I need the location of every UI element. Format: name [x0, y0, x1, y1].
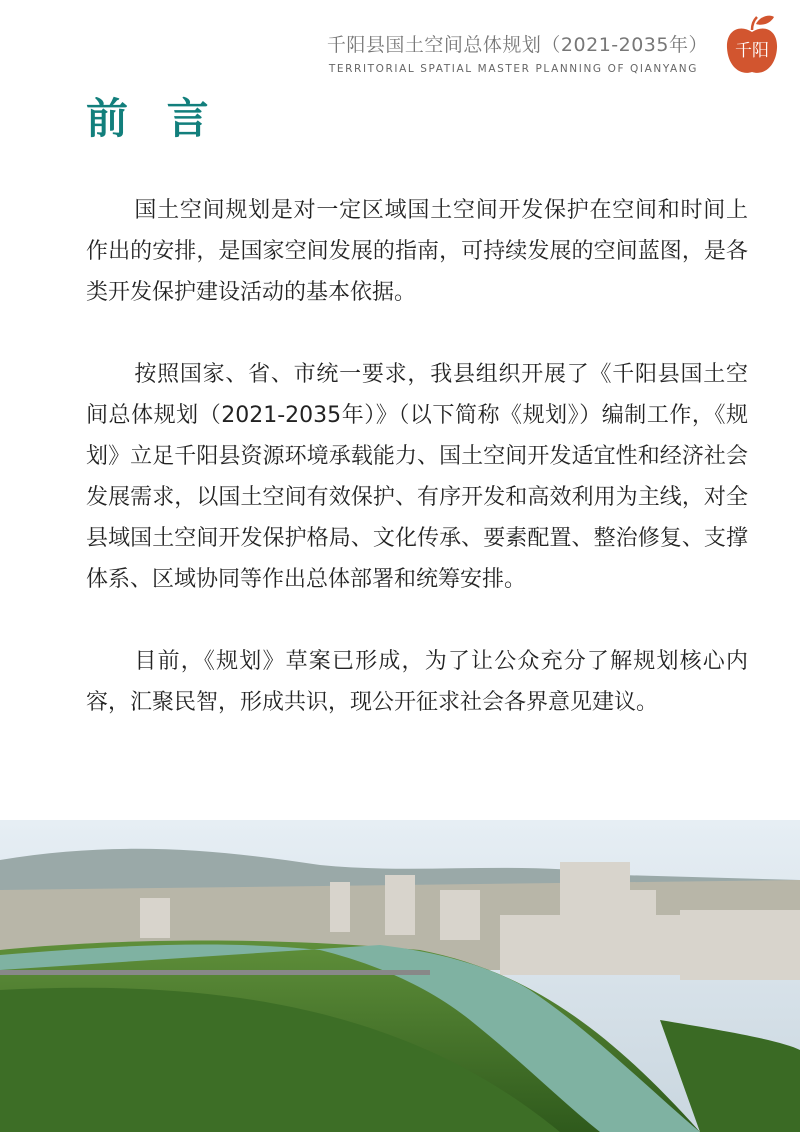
logo-text: 千阳	[735, 41, 769, 61]
paragraph: 按照国家、省、市统一要求，我县组织开展了《千阳县国土空间总体规划（2021-2035年）》（以下简称《规划》）编制工作，《规划》立足千阳县资源环境承载能力、国土空间开发适宜性和经济社会发展需求，以国土空间有效保护、有序开发和高效利用为主线，对全县域国土空间开发保护格局、文化传承、要素配置、整治修复、支撑体系、区域协同等作出总体部署和统筹安排。	[86, 362, 748, 592]
page-title: 前 言	[86, 94, 221, 143]
document-header-subtitle: TERRITORIAL SPATIAL MASTER PLANNING OF QIANYANG	[328, 63, 698, 75]
preface-body	[86, 190, 748, 764]
paragraph: 国土空间规划是对一定区域国土空间开发保护在空间和时间上作出的安排，是国家空间发展的指南，可持续发展的空间蓝图，是各类开发保护建设活动的基本依据。	[86, 198, 748, 305]
paragraph: 目前，《规划》草案已形成，为了让公众充分了解规划核心内容，汇聚民智，形成共识，现公开征求社会各界意见建议。	[86, 649, 748, 715]
document-header-title: 千阳县国土空间总体规划（2021-2035年）	[326, 34, 708, 56]
city-river-landscape-photo	[0, 820, 800, 1132]
